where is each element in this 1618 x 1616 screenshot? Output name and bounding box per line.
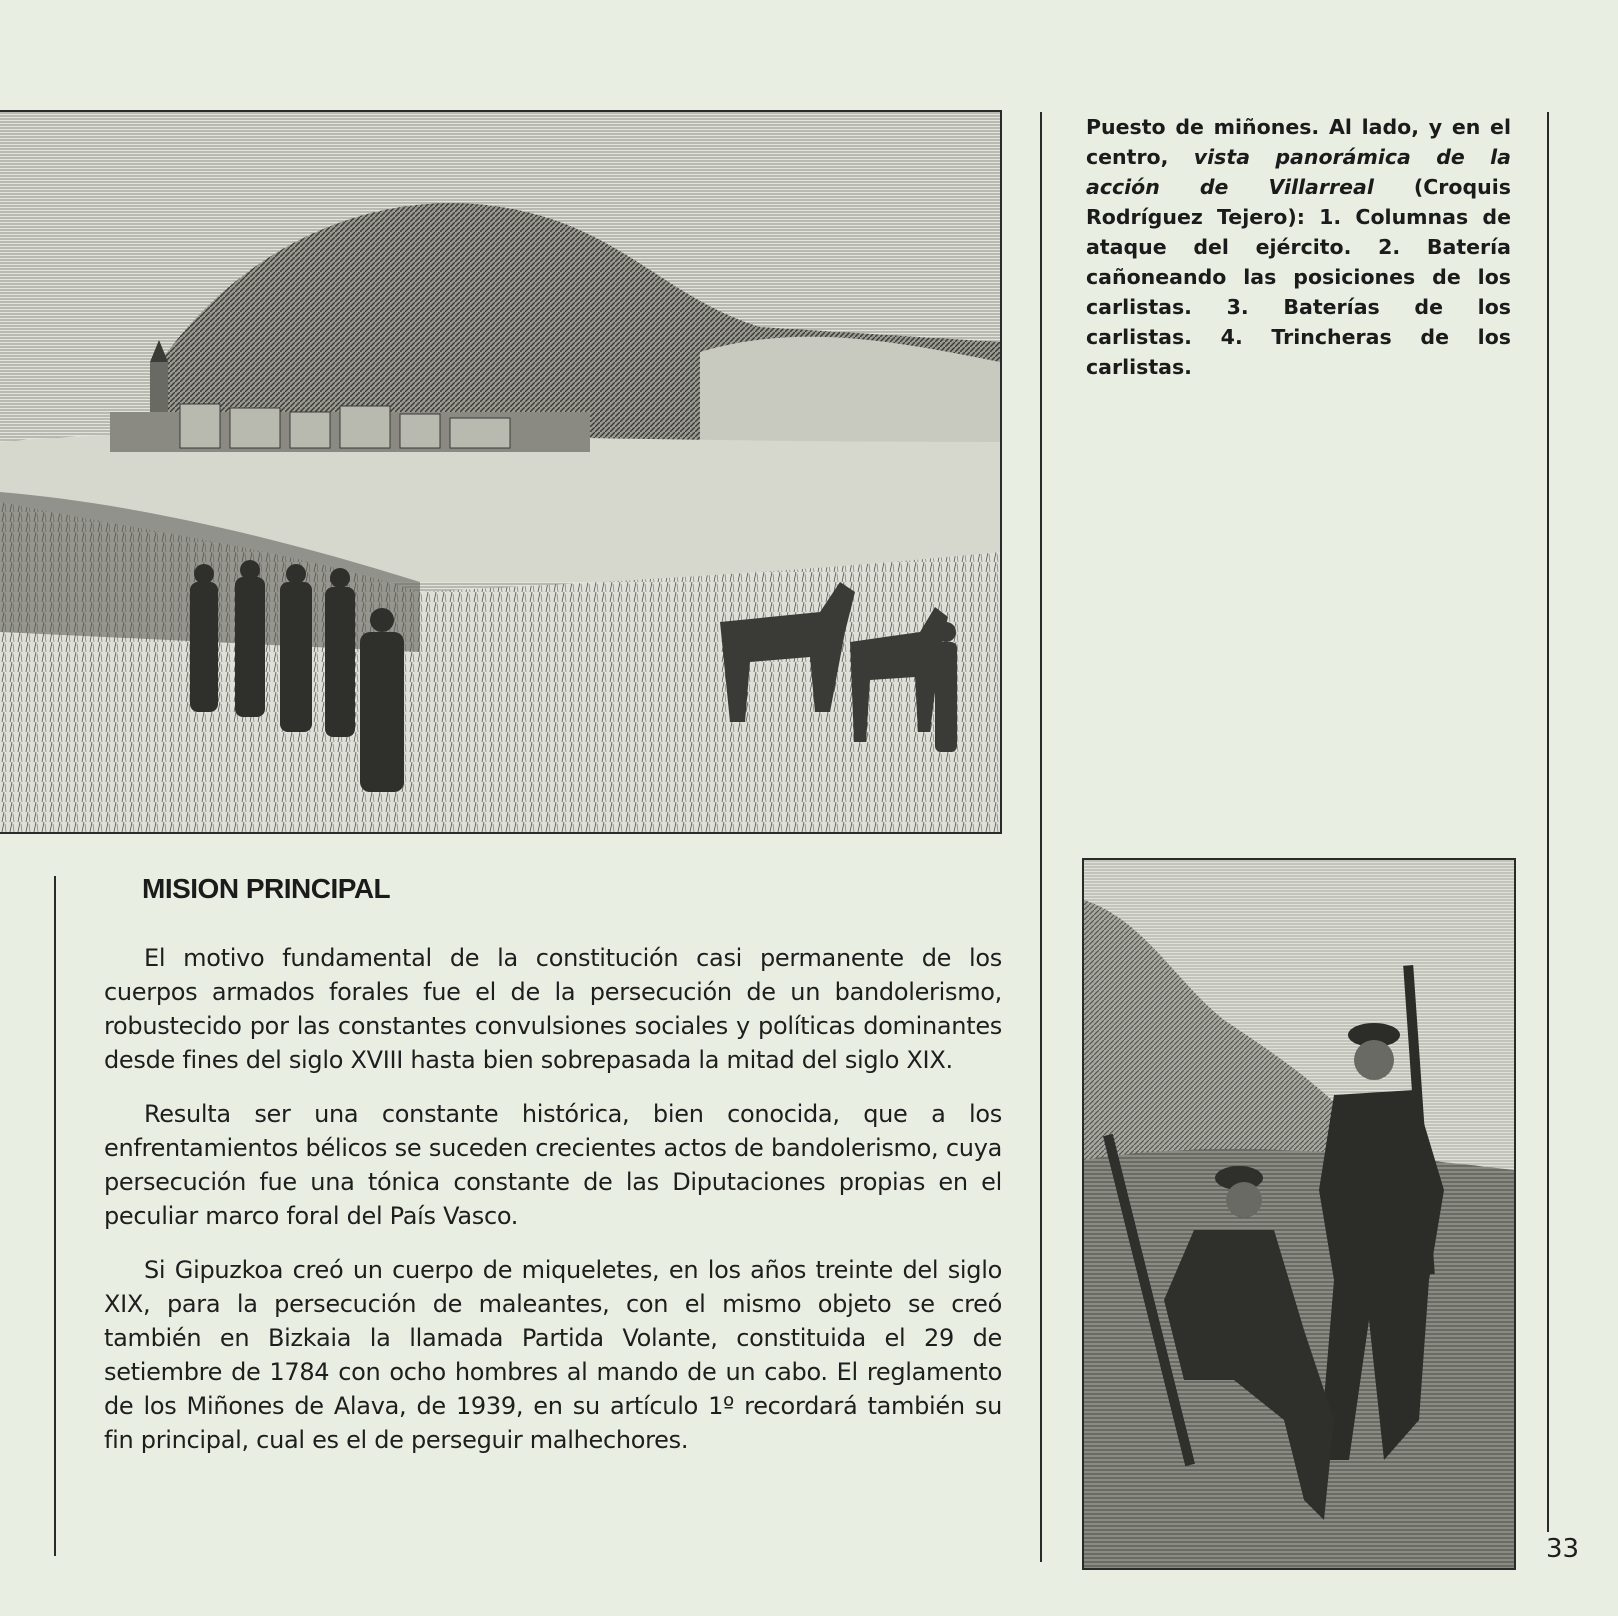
paragraph: Resulta ser una constante histórica, bien conocida, que a los enfrentamientos bélicos se suceden crecientes actos de bandolerismo, cuya persecución fue una tónica constante de las Diputaciones propias en el peculiar marco foral del País Vasco. (104, 1100, 1002, 1230)
guards-engraving (1084, 860, 1514, 1568)
section-heading: MISION PRINCIPAL (142, 873, 391, 904)
caption-lead: Puesto de miñones. Al lado, y en el centro, (1086, 115, 1511, 169)
paragraph: Si Gipuzkoa creó un cuerpo de miqueletes, en los años treinte del siglo XIX, para la persecución de maleantes, con el mismo objeto se creó también en Bizkaia la llamada Partida Volante, constituida el 29 de setiembre de 1784 con ocho hombres al mando de un cabo. El reglamento de los Miñones de Alava, de 1939, en su artículo 1º recordará también su fin principal, cual es el de perseguir malhechores. (104, 1256, 1002, 1454)
guards-illustration (1082, 858, 1516, 1570)
column-rule-left (54, 876, 56, 1556)
column-rule-right (1547, 112, 1549, 1532)
panorama-engraving (0, 112, 1000, 832)
page-number: 33 (1546, 1534, 1580, 1564)
column-rule-middle (1040, 112, 1042, 1562)
panorama-illustration (0, 110, 1002, 834)
paragraph: El motivo fundamental de la constitución casi permanente de los cuerpos armados forales fue el de la persecución de un bandolerismo, robustecido por las constantes convulsiones sociales y políticas dominantes desde fines del siglo XVIII hasta bien sobrepasada la mitad del siglo XIX. (104, 944, 1002, 1074)
illustration-caption (1086, 112, 1511, 382)
caption-rest: (Croquis Rodríguez Tejero): 1. Columnas de ataque del ejército. 2. Batería cañoneando las posiciones de los carlistas. 3. Baterías de los carlistas. 4. Trincheras de los carlistas. (1086, 175, 1511, 379)
body-text (104, 941, 1002, 1477)
caption-italic: vista panorámica de la acción de Villarreal (1086, 145, 1512, 199)
